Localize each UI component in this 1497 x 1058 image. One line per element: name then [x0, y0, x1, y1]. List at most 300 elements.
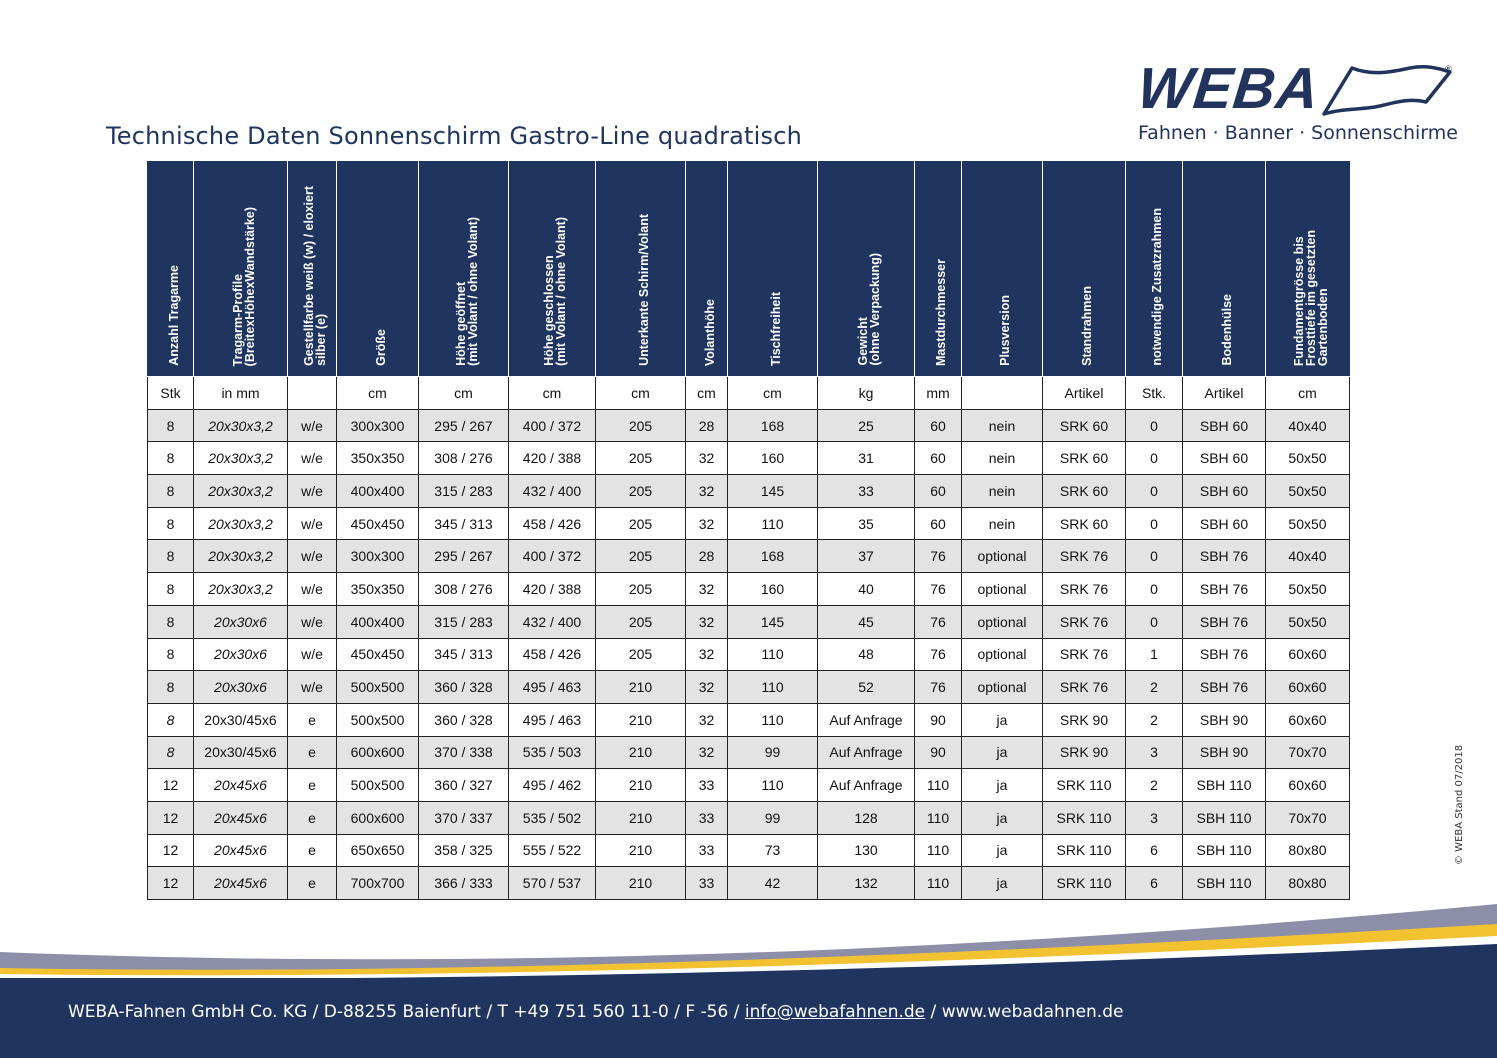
table-cell: SBH 76 [1183, 671, 1266, 704]
table-cell: SRK 110 [1043, 801, 1126, 834]
table-row [148, 409, 1350, 442]
table-cell: 32 [686, 573, 728, 606]
table-cell: 360 / 327 [419, 769, 509, 802]
table-cell: SRK 76 [1043, 605, 1126, 638]
table-cell: 205 [596, 605, 686, 638]
header-row [148, 162, 1350, 377]
column-header-line: Größe [373, 329, 388, 366]
table-cell: 432 / 400 [509, 605, 596, 638]
table-cell: 32 [686, 605, 728, 638]
table-cell: w/e [288, 605, 337, 638]
table-cell: 315 / 283 [419, 605, 509, 638]
unit-cell: Stk. [1126, 377, 1183, 410]
table-cell: 110 [728, 703, 818, 736]
column-header-line: Anzahl Tragarme [166, 265, 181, 366]
table-cell: e [288, 736, 337, 769]
table-cell: w/e [288, 671, 337, 704]
table-cell: 20x45x6 [194, 867, 288, 900]
table-cell: 420 / 388 [509, 442, 596, 475]
page-title: Technische Daten Sonnenschirm Gastro-Line quadratisch [106, 122, 803, 150]
table-cell: 1 [1126, 638, 1183, 671]
table-cell: 76 [915, 638, 962, 671]
table-cell: 0 [1126, 605, 1183, 638]
column-header-label [1221, 294, 1233, 366]
table-cell: 345 / 313 [419, 638, 509, 671]
table-cell: Auf Anfrage [818, 769, 915, 802]
table-cell: SRK 76 [1043, 671, 1126, 704]
table-cell: 8 [148, 638, 194, 671]
column-header [148, 162, 194, 377]
column-header-label [1293, 230, 1329, 366]
table-cell: SBH 60 [1183, 409, 1266, 442]
table-cell: Auf Anfrage [818, 703, 915, 736]
column-header [915, 162, 962, 377]
unit-cell: cm [728, 377, 818, 410]
table-cell: SRK 60 [1043, 409, 1126, 442]
table-cell: SBH 110 [1183, 769, 1266, 802]
table-cell: w/e [288, 507, 337, 540]
table-cell: 700x700 [337, 867, 419, 900]
unit-cell: cm [337, 377, 419, 410]
technical-data-table [147, 161, 1350, 900]
table-cell: 80x80 [1266, 867, 1350, 900]
unit-cell: cm [596, 377, 686, 410]
table-cell: w/e [288, 442, 337, 475]
column-header-line: Tragarm-Profile [230, 273, 245, 366]
table-cell: 20x30x6 [194, 671, 288, 704]
table-cell: optional [962, 605, 1043, 638]
table-cell: 6 [1126, 834, 1183, 867]
table-cell: SBH 60 [1183, 442, 1266, 475]
table-cell: 360 / 328 [419, 671, 509, 704]
table-cell: 48 [818, 638, 915, 671]
table-cell: 160 [728, 442, 818, 475]
column-header-label [999, 295, 1011, 366]
column-header-label [232, 207, 256, 366]
unit-cell: in mm [194, 377, 288, 410]
column-header [1266, 162, 1350, 377]
footer-contact [68, 1002, 1123, 1022]
column-header-line: Gewicht [856, 317, 870, 366]
table-cell: 535 / 503 [509, 736, 596, 769]
table-cell: 6 [1126, 867, 1183, 900]
table-cell: w/e [288, 638, 337, 671]
email-link[interactable]: info@webafahnen.de [744, 1002, 926, 1022]
table-cell: 33 [686, 801, 728, 834]
column-header-line: Frosttiefe im gesetzten [1303, 229, 1318, 366]
table-cell: 130 [818, 834, 915, 867]
table-cell: 210 [596, 671, 686, 704]
table-cell: 76 [915, 573, 962, 606]
table-cell: 73 [728, 834, 818, 867]
table-cell: 205 [596, 507, 686, 540]
table-cell: 40x40 [1266, 540, 1350, 573]
table-row [148, 605, 1350, 638]
table-cell: 40x40 [1266, 409, 1350, 442]
table-cell: nein [962, 475, 1043, 508]
table-cell: 50x50 [1266, 605, 1350, 638]
column-header-label [1151, 208, 1163, 366]
table-cell: 20x30/45x6 [194, 736, 288, 769]
table-cell: 2 [1126, 671, 1183, 704]
table-cell: 33 [686, 834, 728, 867]
table-cell: 205 [596, 638, 686, 671]
column-header-label [543, 217, 567, 366]
table-cell: SBH 110 [1183, 801, 1266, 834]
column-header-line: silber (e) [314, 313, 328, 366]
column-header-line: (mit Volant / ohne Volant) [465, 217, 480, 366]
column-header-line: notwendige Zusatzrahmen [1150, 208, 1164, 366]
table-cell: 295 / 267 [419, 540, 509, 573]
table-row [148, 573, 1350, 606]
table-cell: 60 [915, 475, 962, 508]
column-header-label [168, 265, 180, 366]
table-cell: 2 [1126, 769, 1183, 802]
table-cell: SBH 90 [1183, 703, 1266, 736]
table-cell: 205 [596, 475, 686, 508]
logo-wordmark: WEBA [1134, 56, 1323, 121]
table-cell: 35 [818, 507, 915, 540]
table-cell: 555 / 522 [509, 834, 596, 867]
table-row [148, 671, 1350, 704]
table-cell: ja [962, 736, 1043, 769]
table-cell: e [288, 834, 337, 867]
table-cell: 2 [1126, 703, 1183, 736]
table-cell: 20x30x6 [194, 638, 288, 671]
registered-mark: ® [1445, 64, 1452, 74]
table-cell: optional [962, 638, 1043, 671]
table-cell: 70x70 [1266, 736, 1350, 769]
table-cell: 315 / 283 [419, 475, 509, 508]
table-cell: 8 [148, 409, 194, 442]
table-cell: 168 [728, 540, 818, 573]
footer-company-line: WEBA-Fahnen GmbH Co. KG / D-88255 Baienfurt / T +49 751 560 11-0 / F -56 / [68, 1002, 745, 1022]
table-cell: SBH 110 [1183, 834, 1266, 867]
footer-swoosh [0, 890, 1497, 990]
table-cell: 450x450 [337, 507, 419, 540]
table-cell: 0 [1126, 573, 1183, 606]
column-header [288, 162, 337, 377]
column-header-label [935, 259, 947, 366]
table-cell: 300x300 [337, 409, 419, 442]
column-header-line: Bodenhülse [1220, 294, 1234, 366]
table-cell: 32 [686, 703, 728, 736]
table-cell: 205 [596, 573, 686, 606]
table-cell: 420 / 388 [509, 573, 596, 606]
table-cell: 50x50 [1266, 442, 1350, 475]
table-cell: 20x30x3,2 [194, 507, 288, 540]
table-cell: nein [962, 507, 1043, 540]
table-cell: SRK 110 [1043, 867, 1126, 900]
table-cell: 128 [818, 801, 915, 834]
table-cell: 308 / 276 [419, 573, 509, 606]
table-cell: 0 [1126, 409, 1183, 442]
column-header-label [638, 214, 650, 366]
column-header [1126, 162, 1183, 377]
table-cell: nein [962, 409, 1043, 442]
logo-tagline: Fahnen · Banner · Sonnenschirme [1138, 122, 1458, 144]
table-cell: 450x450 [337, 638, 419, 671]
unit-cell: cm [1266, 377, 1350, 410]
table-cell: 76 [915, 605, 962, 638]
table-cell: 0 [1126, 507, 1183, 540]
table-cell: 40 [818, 573, 915, 606]
table-cell: 33 [686, 867, 728, 900]
column-header [509, 162, 596, 377]
table-cell: optional [962, 540, 1043, 573]
table-cell: 28 [686, 540, 728, 573]
table-cell: 45 [818, 605, 915, 638]
table-row [148, 703, 1350, 736]
table-row [148, 638, 1350, 671]
unit-cell: cm [509, 377, 596, 410]
column-header [962, 162, 1043, 377]
table-cell: w/e [288, 409, 337, 442]
table-cell: SBH 76 [1183, 573, 1266, 606]
table-cell: 210 [596, 834, 686, 867]
table-cell: 60 [915, 409, 962, 442]
table-cell: 32 [686, 671, 728, 704]
table-cell: 12 [148, 769, 194, 802]
table-cell: 60 [915, 442, 962, 475]
table-cell: SBH 76 [1183, 638, 1266, 671]
table-cell: SBH 76 [1183, 605, 1266, 638]
table-cell: 145 [728, 605, 818, 638]
unit-cell: kg [818, 377, 915, 410]
website-text[interactable]: www.webadahnen.de [941, 1002, 1124, 1022]
table-cell: 210 [596, 703, 686, 736]
table-cell: SBH 60 [1183, 475, 1266, 508]
table-cell: optional [962, 671, 1043, 704]
table-cell: w/e [288, 475, 337, 508]
unit-cell: Artikel [1043, 377, 1126, 410]
table-cell: 20x30x6 [194, 605, 288, 638]
table-cell: ja [962, 769, 1043, 802]
table-cell: SRK 60 [1043, 442, 1126, 475]
column-header-line: Gartenboden [1315, 288, 1330, 366]
table-cell: w/e [288, 573, 337, 606]
table-cell: 52 [818, 671, 915, 704]
table-cell: 210 [596, 736, 686, 769]
column-header-line: (mit Volant / ohne Volant) [554, 217, 568, 366]
table-cell: 110 [728, 671, 818, 704]
table-row [148, 834, 1350, 867]
table-cell: 110 [728, 638, 818, 671]
table-cell: 8 [148, 475, 194, 508]
table-cell: 205 [596, 540, 686, 573]
table-cell: 20x30x3,2 [194, 475, 288, 508]
table-cell: 500x500 [337, 769, 419, 802]
table-cell: 32 [686, 475, 728, 508]
table-cell: 8 [148, 703, 194, 736]
table-cell: 350x350 [337, 442, 419, 475]
table-cell: 20x30x3,2 [194, 573, 288, 606]
table-cell: 110 [728, 769, 818, 802]
table-cell: ja [962, 703, 1043, 736]
table-cell: 80x80 [1266, 834, 1350, 867]
table-cell: 50x50 [1266, 507, 1350, 540]
weba-logo [1134, 58, 1464, 150]
table-cell: 0 [1126, 442, 1183, 475]
column-header-line: Standrahmen [1080, 286, 1094, 366]
unit-cell: mm [915, 377, 962, 410]
table-cell: 3 [1126, 801, 1183, 834]
table-cell: 33 [818, 475, 915, 508]
column-header [728, 162, 818, 377]
table-row [148, 736, 1350, 769]
table-cell: 32 [686, 736, 728, 769]
table-cell: 495 / 462 [509, 769, 596, 802]
column-header-label [303, 186, 327, 366]
table-cell: 90 [915, 703, 962, 736]
table-cell: 0 [1126, 540, 1183, 573]
table-body [148, 377, 1350, 900]
table-cell: 350x350 [337, 573, 419, 606]
table-cell: 110 [915, 801, 962, 834]
column-header [1183, 162, 1266, 377]
table-cell: 28 [686, 409, 728, 442]
table-cell: 570 / 537 [509, 867, 596, 900]
table-row [148, 769, 1350, 802]
table-cell: SRK 76 [1043, 573, 1126, 606]
table-cell: 400x400 [337, 605, 419, 638]
table-cell: SBH 110 [1183, 867, 1266, 900]
table-cell: 8 [148, 671, 194, 704]
table-cell: ja [962, 801, 1043, 834]
table-cell: SBH 76 [1183, 540, 1266, 573]
table-cell: 110 [915, 769, 962, 802]
column-header-label [455, 217, 479, 366]
table-cell: 400 / 372 [509, 409, 596, 442]
column-header-line: Mastdurchmesser [934, 259, 948, 366]
table-cell: 210 [596, 867, 686, 900]
table-cell: 160 [728, 573, 818, 606]
table-cell: 20x45x6 [194, 801, 288, 834]
table-cell: 495 / 463 [509, 703, 596, 736]
table-cell: 12 [148, 834, 194, 867]
table-cell: w/e [288, 540, 337, 573]
column-header-line: (ohne Verpackung) [868, 253, 882, 366]
table-cell: 60 [915, 507, 962, 540]
table-cell: 3 [1126, 736, 1183, 769]
table-cell: 400 / 372 [509, 540, 596, 573]
unit-cell: cm [686, 377, 728, 410]
column-header [686, 162, 728, 377]
table-cell: SBH 60 [1183, 507, 1266, 540]
table-cell: SRK 90 [1043, 736, 1126, 769]
unit-cell [962, 377, 1043, 410]
table-cell: 20x30x3,2 [194, 442, 288, 475]
column-header-label [770, 292, 782, 366]
table-cell: 8 [148, 507, 194, 540]
table-cell: 20x45x6 [194, 769, 288, 802]
table-cell: 458 / 426 [509, 638, 596, 671]
table-cell: 76 [915, 540, 962, 573]
table-cell: 132 [818, 867, 915, 900]
table-cell: SBH 90 [1183, 736, 1266, 769]
table-cell: 76 [915, 671, 962, 704]
column-header-label [704, 299, 716, 366]
table-cell: 8 [148, 442, 194, 475]
column-header [337, 162, 419, 377]
table-row [148, 801, 1350, 834]
table-cell: 37 [818, 540, 915, 573]
table-cell: 300x300 [337, 540, 419, 573]
table-cell: SRK 110 [1043, 834, 1126, 867]
table-cell: 500x500 [337, 703, 419, 736]
table-row [148, 442, 1350, 475]
column-header-label [1081, 286, 1093, 366]
column-header-line: Volanthöhe [702, 298, 717, 366]
table-cell: nein [962, 442, 1043, 475]
table-cell: 168 [728, 409, 818, 442]
table-cell: 8 [148, 540, 194, 573]
table-cell: SRK 60 [1043, 475, 1126, 508]
table-cell: 99 [728, 801, 818, 834]
column-header [596, 162, 686, 377]
table-cell: 432 / 400 [509, 475, 596, 508]
table-cell: e [288, 703, 337, 736]
table-cell: 400x400 [337, 475, 419, 508]
table-cell: 0 [1126, 475, 1183, 508]
table-cell: 12 [148, 867, 194, 900]
table-cell: 60x60 [1266, 638, 1350, 671]
table-cell: 535 / 502 [509, 801, 596, 834]
table-cell: ja [962, 834, 1043, 867]
table-cell: 110 [915, 834, 962, 867]
table-cell: 32 [686, 442, 728, 475]
table-cell: 308 / 276 [419, 442, 509, 475]
table-cell: 42 [728, 867, 818, 900]
table-cell: 8 [148, 573, 194, 606]
column-header [419, 162, 509, 377]
column-header-line: Fundamentgrösse bis [1291, 236, 1306, 366]
table-cell: 12 [148, 801, 194, 834]
table-cell: 31 [818, 442, 915, 475]
table-cell: Auf Anfrage [818, 736, 915, 769]
table-cell: 70x70 [1266, 801, 1350, 834]
table-cell: 358 / 325 [419, 834, 509, 867]
column-header-label [857, 253, 881, 366]
table-cell: 60x60 [1266, 671, 1350, 704]
table-cell: 495 / 463 [509, 671, 596, 704]
table-cell: 50x50 [1266, 573, 1350, 606]
table-cell: 650x650 [337, 834, 419, 867]
unit-cell: cm [419, 377, 509, 410]
table-cell: 500x500 [337, 671, 419, 704]
unit-cell [288, 377, 337, 410]
column-header [1043, 162, 1126, 377]
table-row [148, 475, 1350, 508]
table-cell: 366 / 333 [419, 867, 509, 900]
table-cell: e [288, 867, 337, 900]
table-cell: 110 [728, 507, 818, 540]
table-cell: 8 [148, 605, 194, 638]
table-cell: 20x30x3,2 [194, 409, 288, 442]
table-cell: 145 [728, 475, 818, 508]
table-cell: 20x45x6 [194, 834, 288, 867]
table-cell: SRK 90 [1043, 703, 1126, 736]
flag-icon [1314, 62, 1454, 118]
table-cell: SRK 110 [1043, 769, 1126, 802]
table-cell: 60x60 [1266, 703, 1350, 736]
table-cell: 99 [728, 736, 818, 769]
table-cell: 370 / 337 [419, 801, 509, 834]
column-header-line: Plusversion [998, 295, 1012, 366]
unit-cell: Stk [148, 377, 194, 410]
table-cell: optional [962, 573, 1043, 606]
unit-row [148, 377, 1350, 410]
